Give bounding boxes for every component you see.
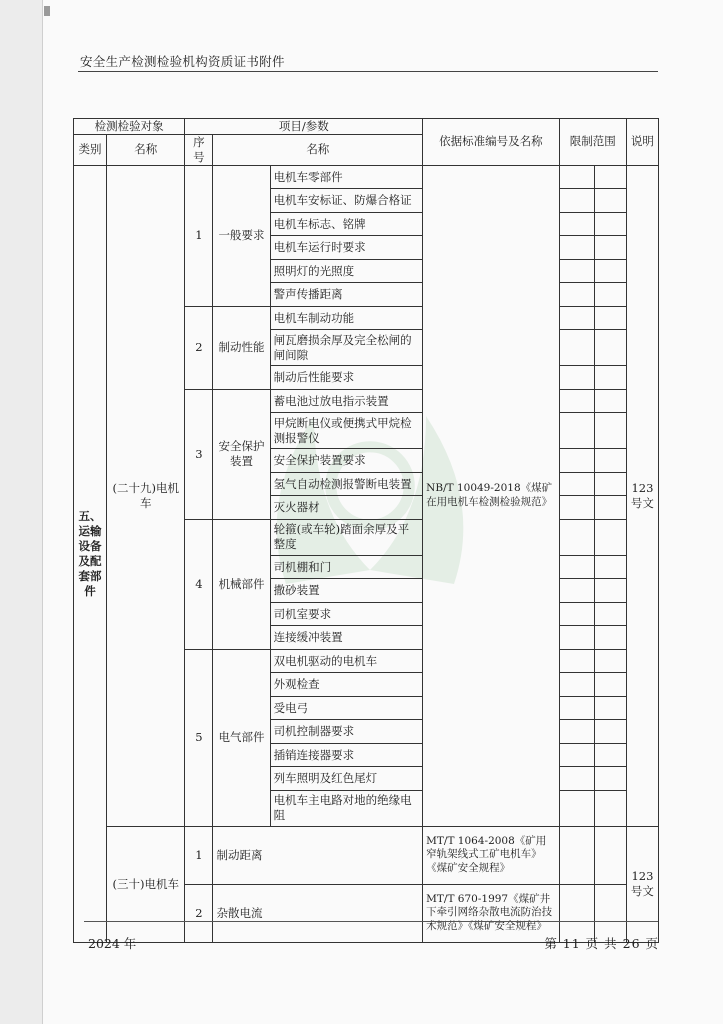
- group-seq: 4: [185, 519, 213, 649]
- limit-cell-b: [594, 366, 626, 390]
- limit-cell-a: [559, 696, 594, 720]
- header-seq: 序号: [185, 134, 213, 165]
- param-name: 轮箍(或车轮)踏面余厚及平整度: [270, 519, 423, 555]
- object-name-cell: (二十九)电机车: [107, 165, 185, 826]
- limit-cell-b: [594, 579, 626, 603]
- note-cell-2: 123号文: [626, 826, 658, 942]
- limit-cell-a: [559, 366, 594, 390]
- row-name: 制动距离: [213, 826, 423, 884]
- param-name: 司机棚和门: [270, 555, 423, 579]
- limit-cell-a: [559, 519, 594, 555]
- group-name: 制动性能: [213, 306, 270, 389]
- limit-cell-a: [559, 165, 594, 189]
- limit-cell-a: [559, 189, 594, 213]
- limit-cell-a: [559, 767, 594, 791]
- limit-cell-b: [594, 330, 626, 366]
- param-name: 灭火器材: [270, 496, 423, 520]
- limit-cell-a: [559, 449, 594, 473]
- param-name: 电机车运行时要求: [270, 236, 423, 260]
- qualification-table: [73, 118, 659, 943]
- limit-cell-b: [594, 626, 626, 650]
- group-seq: 5: [185, 649, 213, 826]
- page-number: 第 11 页 共 26 页: [544, 936, 659, 951]
- limit-cell-a: [559, 212, 594, 236]
- param-name: 电机车制动功能: [270, 306, 423, 330]
- header-name: 名称: [107, 134, 185, 165]
- header-limit: 限制范围: [559, 119, 626, 166]
- limit-cell-b: [594, 743, 626, 767]
- header-rule: [78, 71, 658, 72]
- limit-cell-a: [559, 673, 594, 697]
- header-category: 类别: [74, 134, 107, 165]
- limit-cell-b: [594, 767, 626, 791]
- object-name-cell-2: (三十)电机车: [107, 826, 185, 942]
- param-name: 闸瓦磨损余厚及完全松闸的闸间隙: [270, 330, 423, 366]
- param-name: 双电机驱动的电机车: [270, 649, 423, 673]
- limit-cell-b: [594, 826, 626, 884]
- limit-cell-b: [594, 496, 626, 520]
- param-name: 司机室要求: [270, 602, 423, 626]
- limit-cell-b: [594, 389, 626, 413]
- row-standard: MT/T 670-1997《煤矿井下牵引网络杂散电流防治技术规范》《煤矿安全规程》: [423, 884, 559, 942]
- param-name: 安全保护装置要求: [270, 449, 423, 473]
- param-name: 制动后性能要求: [270, 366, 423, 390]
- param-name: 氢气自动检测报警断电装置: [270, 472, 423, 496]
- param-name: 电机车安标证、防爆合格证: [270, 189, 423, 213]
- limit-cell-b: [594, 306, 626, 330]
- param-name: 受电弓: [270, 696, 423, 720]
- limit-cell-b: [594, 649, 626, 673]
- limit-cell-b: [594, 602, 626, 626]
- limit-cell-b: [594, 790, 626, 826]
- category-cell: 五、运输设备及配套部件: [74, 165, 107, 942]
- limit-cell-a: [559, 602, 594, 626]
- group-name: 机械部件: [213, 519, 270, 649]
- group-name: 一般要求: [213, 165, 270, 306]
- page-header-title: 安全生产检测检验机构资质证书附件: [80, 54, 285, 69]
- header-object: 检测检验对象: [74, 119, 185, 135]
- limit-cell-b: [594, 519, 626, 555]
- param-name: 照明灯的光照度: [270, 259, 423, 283]
- limit-cell-a: [559, 330, 594, 366]
- param-name: 司机控制器要求: [270, 720, 423, 744]
- limit-cell-b: [594, 165, 626, 189]
- staple-mark: [44, 6, 50, 16]
- note-cell: 123号文: [626, 165, 658, 826]
- limit-cell-b: [594, 449, 626, 473]
- param-name: 撒砂装置: [270, 579, 423, 603]
- limit-cell-b: [594, 236, 626, 260]
- limit-cell-a: [559, 579, 594, 603]
- limit-cell-b: [594, 555, 626, 579]
- footer-year: 2024 年: [88, 936, 137, 951]
- limit-cell-a: [559, 790, 594, 826]
- limit-cell-b: [594, 189, 626, 213]
- limit-cell-b: [594, 472, 626, 496]
- limit-cell-a: [559, 283, 594, 307]
- row-seq: 2: [185, 884, 213, 942]
- limit-cell-a: [559, 472, 594, 496]
- param-name: 连接缓冲装置: [270, 626, 423, 650]
- limit-cell-a: [559, 649, 594, 673]
- limit-cell-a: [559, 720, 594, 744]
- group-seq: 1: [185, 165, 213, 306]
- limit-cell-b: [594, 283, 626, 307]
- limit-cell-a: [559, 306, 594, 330]
- group-name: 安全保护装置: [213, 389, 270, 519]
- limit-cell-a: [559, 389, 594, 413]
- limit-cell-b: [594, 720, 626, 744]
- limit-cell-a: [559, 413, 594, 449]
- param-name: 电机车零部件: [270, 165, 423, 189]
- limit-cell-b: [594, 259, 626, 283]
- param-name: 列车照明及红色尾灯: [270, 767, 423, 791]
- limit-cell-a: [559, 496, 594, 520]
- limit-cell-a: [559, 743, 594, 767]
- group-name: 电气部件: [213, 649, 270, 826]
- header-param-name: 名称: [213, 134, 423, 165]
- row-seq: 1: [185, 826, 213, 884]
- limit-cell-b: [594, 673, 626, 697]
- limit-cell-a: [559, 826, 594, 884]
- param-name: 插销连接器要求: [270, 743, 423, 767]
- standard-cell: NB/T 10049-2018《煤矿在用电机车检测检验规范》: [423, 165, 559, 826]
- param-name: 甲烷断电仪或便携式甲烷检测报警仪: [270, 413, 423, 449]
- param-name: 警声传播距离: [270, 283, 423, 307]
- row-standard: MT/T 1064-2008《矿用窄轨架线式工矿电机车》《煤矿安全规程》: [423, 826, 559, 884]
- param-name: 外观检查: [270, 673, 423, 697]
- limit-cell-a: [559, 555, 594, 579]
- limit-cell-b: [594, 696, 626, 720]
- group-seq: 3: [185, 389, 213, 519]
- group-seq: 2: [185, 306, 213, 389]
- footer-rule: [84, 921, 658, 922]
- header-items: 项目/参数: [185, 119, 423, 135]
- limit-cell-a: [559, 236, 594, 260]
- limit-cell-b: [594, 212, 626, 236]
- limit-cell-a: [559, 626, 594, 650]
- header-standard: 依据标准编号及名称: [423, 119, 559, 166]
- row-name: 杂散电流: [213, 884, 423, 942]
- header-note: 说明: [626, 119, 658, 166]
- param-name: 蓄电池过放电指示装置: [270, 389, 423, 413]
- limit-cell-a: [559, 259, 594, 283]
- param-name: 电机车标志、铭牌: [270, 212, 423, 236]
- param-name: 电机车主电路对地的绝缘电阻: [270, 790, 423, 826]
- limit-cell-b: [594, 413, 626, 449]
